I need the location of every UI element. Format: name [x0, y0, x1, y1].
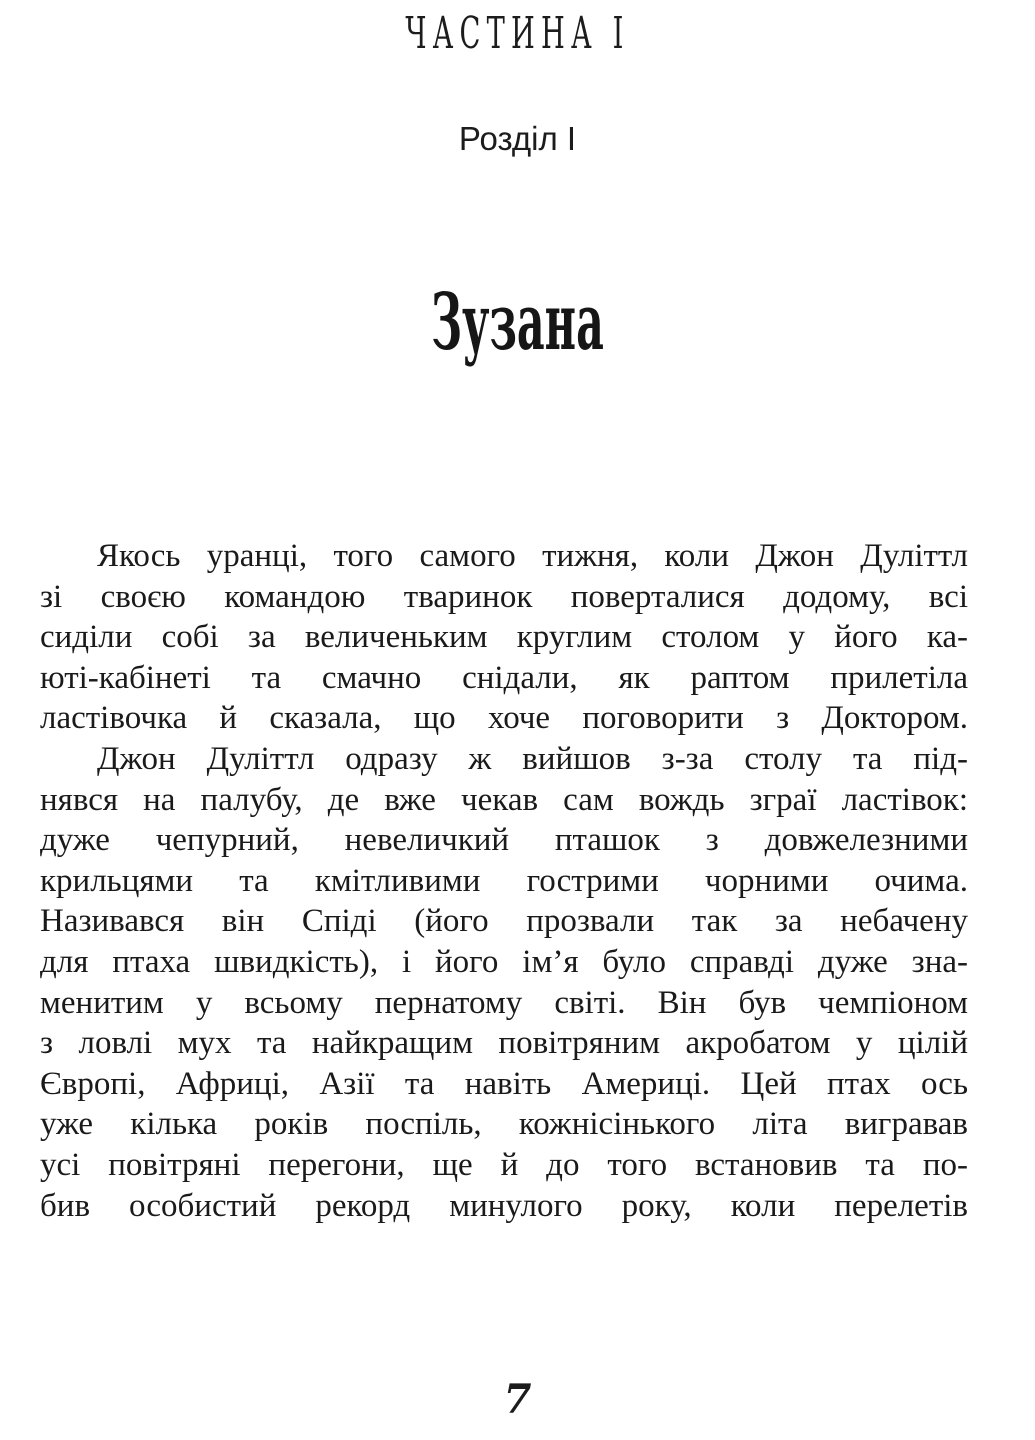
chapter-label: Розділ І — [458, 120, 577, 157]
text-line: Називався він Спіді (його прозвали так за небачену — [40, 903, 968, 940]
text-line: з ловлі мух та найкращим повітряним акробатом у цілій — [40, 1025, 968, 1062]
text-line: уже кілька років поспіль, кожнісінького літа вигравав — [40, 1106, 968, 1143]
chapter-title: Зузана — [431, 277, 604, 368]
text-line: менитим у всьому пернатому світі. Він був чемпіоном — [40, 984, 968, 1021]
text-line: бив особистий рекорд минулого року, коли перелетів — [40, 1187, 968, 1224]
text-line: крильцями та кмітливими гострими чорними очима. — [40, 862, 968, 899]
body-text — [40, 536, 968, 1226]
text-line: ластівочка й сказала, що хоче поговорити з Доктором. — [40, 700, 968, 737]
text-line: нявся на палубу, де вже чекав сам вождь зграї ластівок: — [40, 781, 968, 818]
text-line: дуже чепурний, невеличкий пташок з довжелезними — [40, 822, 968, 859]
text-line: юті-кабінеті та смачно снідали, як раптом прилетіла — [40, 659, 968, 696]
text-line: зі своєю командою тваринок поверталися додому, всі — [40, 578, 968, 615]
page-number: 7 — [503, 1376, 532, 1423]
part-title: ЧАСТИНА І — [405, 8, 630, 59]
text-line: для птаха швидкість), і його ім’я було справді дуже зна- — [40, 943, 968, 980]
text-line: Якось уранці, того самого тижня, коли Джон Дуліттл — [97, 538, 968, 574]
text-line: усі повітряні перегони, ще й до того встановив та по- — [40, 1146, 968, 1183]
text-line: Джон Дуліттл одразу ж вийшов з-за столу та під- — [97, 740, 968, 777]
text-line: Європі, Африці, Азії та навіть Америці. Цей птах ось — [40, 1065, 968, 1102]
text-line: сиділи собі за величеньким круглим столом у його ка- — [40, 619, 968, 656]
